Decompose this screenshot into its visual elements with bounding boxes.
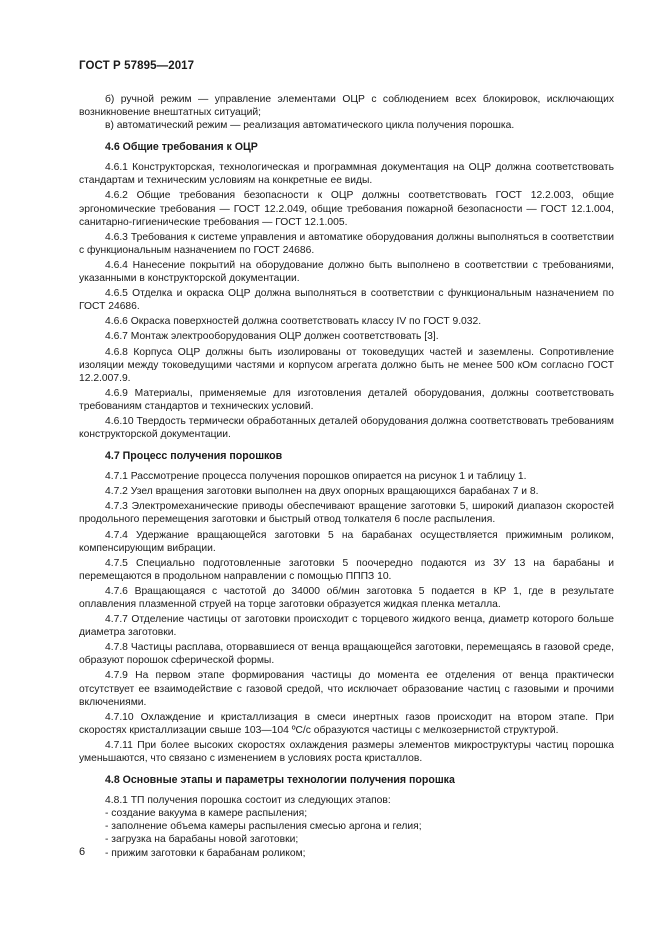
section-heading-4-6: 4.6 Общие требования к ОЦР	[105, 141, 258, 154]
list-item: - загрузка на барабаны новой заготовки;	[105, 834, 299, 846]
paragraph-4-6-9: 4.6.9 Материалы, применяемые для изготовления деталей оборудования, должны соответствовать требованиям стандартов и технических условий.	[79, 387, 614, 412]
list-item-manual-mode: б) ручной режим — управление элементами ОЦР с соблюдением всех блокировок, исключающих возникновение внештатных ситуаций;	[79, 94, 614, 119]
paragraph-4-6-7: 4.6.7 Монтаж электрооборудования ОЦР должен соответствовать [3].	[105, 331, 439, 343]
list-item: - прижим заготовки к барабанам роликом;	[105, 847, 306, 859]
paragraph-4-7-7: 4.7.7 Отделение частицы от заготовки происходит с торцевого жидкого венца, диаметр которого больше диаметра заготовки.	[79, 614, 614, 639]
paragraph-4-7-1: 4.7.1 Рассмотрение процесса получения порошков опирается на рисунок 1 и таблицу 1.	[105, 471, 527, 483]
paragraph-4-7-2: 4.7.2 Узел вращения заготовки выполнен на двух опорных вращающихся барабанах 7 и 8.	[105, 486, 539, 498]
paragraph-4-6-3: 4.6.3 Требования к системе управления и автоматике оборудования должны выполняться в соответствии с функциональным назначением по ГОСТ 24686.	[79, 231, 614, 256]
section-heading-4-8: 4.8 Основные этапы и параметры технологии получения порошка	[105, 774, 455, 787]
paragraph-4-6-1: 4.6.1 Конструкторская, технологическая и программная документация на ОЦР должна соответствовать стандартам и техническим условиям на конкретные ее виды.	[79, 162, 614, 187]
paragraph-4-7-10: 4.7.10 Охлаждение и кристаллизация в смеси инертных газов происходит на втором этапе. При скоростях кристаллизации свыше 103—104 ºС/с образуются частицы с мелкозернистой структурой.	[79, 711, 614, 736]
paragraph-4-8-1: 4.8.1 ТП получения порошка состоит из следующих этапов:	[105, 795, 391, 807]
paragraph-4-7-9: 4.7.9 На первом этапе формирования частицы до момента ее отделения от венца практически отсутствует ее взаимодействие с газовой средой, что исключает образование частиц с газовыми и прочими включениями.	[79, 670, 614, 708]
paragraph-4-7-11: 4.7.11 При более высоких скоростях охлаждения размеры элементов микроструктуры частиц порошка уменьшаются, что связано с изменением в условиях роста кристаллов.	[79, 739, 614, 765]
paragraph-4-7-6: 4.7.6 Вращающаяся с частотой до 34000 об/мин заготовка 5 подается в КР 1, где в результате оплавления плазменной струей на торце заготовки образуется жидкая пленка металла.	[79, 585, 614, 610]
section-heading-4-7: 4.7 Процесс получения порошков	[105, 450, 283, 463]
list-item: - создание вакуума в камере распыления;	[105, 808, 308, 820]
paragraph-4-7-4: 4.7.4 Удержание вращающейся заготовки 5 на барабанах осуществляется прижимным роликом, компенсирующим вибрации.	[79, 529, 614, 554]
paragraph-4-6-8: 4.6.8 Корпуса ОЦР должны быть изолированы от токоведущих частей и заземлены. Сопротивление изоляции между токоведущими частями и корпусом агрегата должно быть не менее 500 кОм согласно ГОСТ 12.2.007.9.	[79, 346, 614, 384]
paragraph-4-6-4: 4.6.4 Нанесение покрытий на оборудование должно быть выполнено в соответствии с требованиями, указанными в конструкторской документации.	[79, 259, 614, 285]
document-body	[79, 93, 614, 860]
paragraph-4-7-5: 4.7.5 Специально подготовленные заготовки 5 поочередно подаются из ЗУ 13 на барабаны и перемещаются в продольном направлении с помощью ПППЗ 10.	[79, 557, 614, 582]
paragraph-4-6-10: 4.6.10 Твердость термически обработанных деталей оборудования должна соответствовать требованиям конструкторской документации.	[79, 415, 614, 441]
page-header-standard-id: ГОСТ Р 57895—2017	[79, 60, 195, 72]
paragraph-4-6-6: 4.6.6 Окраска поверхностей должна соответствовать классу IV по ГОСТ 9.032.	[105, 316, 482, 328]
list-item-auto-mode: в) автоматический режим — реализация автоматического цикла получения порошка.	[105, 120, 515, 132]
paragraph-4-6-5: 4.6.5 Отделка и окраска ОЦР должна выполняться в соответствии с функциональным назначением по ГОСТ 24686.	[79, 288, 614, 313]
paragraph-4-6-2: 4.6.2 Общие требования безопасности к ОЦР должны соответствовать ГОСТ 12.2.003, общие эргономические требования — ГОСТ 12.2.049, общие требования пожарной безопасности — ГОСТ 12.1.004, санитарно-гигиенические требования — ГОСТ 12.1.005.	[79, 190, 614, 228]
paragraph-4-7-8: 4.7.8 Частицы расплава, оторвавшиеся от венца вращающейся заготовки, перемещаясь в газовой среде, образуют порошок сферической формы.	[79, 642, 614, 667]
list-item: - заполнение объема камеры распыления смесью аргона и гелия;	[105, 821, 422, 833]
page-number: 6	[79, 846, 86, 858]
paragraph-4-7-3: 4.7.3 Электромеханические приводы обеспечивают вращение заготовки 5, широкий диапазон скоростей продольного перемещения заготовки и быстрый отвод толкателя 6 после распыления.	[79, 501, 614, 526]
